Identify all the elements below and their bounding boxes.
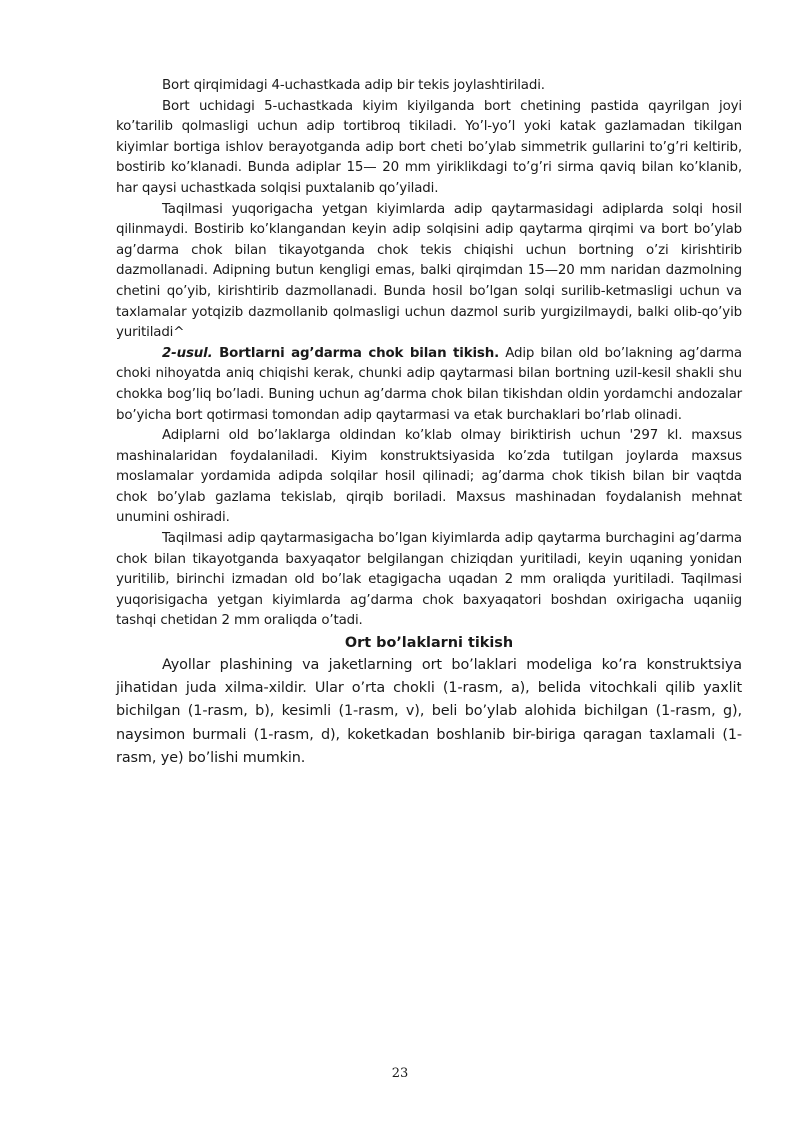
paragraph-taqilmasi-yuqorigacha: Taqilmasi yuqorigacha yetgan kiyimlarda adip qaytarmasidagi adiplarda solqi hosil qilinmaydi. Bostirib ko’klangandan keyin adip solqisini adip qaytarma qirqimi va bort bo’ylab ag’darma chok bilan tikayotganda chok tekis chiqishi uchun bortning o’zi kirishtirib dazmollanadi. Adipning butun kengligi emas, balki qirqimdan 15—20 mm naridan dazmolning chetini qo’yib, kirishtirib dazmollanadi. Bunda hosil bo’lgan solqi surilib-ketmasligi uchun va taxlamalar yotqizib dazmollanib qolmasligi uchun dazmol surib yurgizilmaydi, balki olib-qo’yib yuritiladi^ — [116, 201, 742, 341]
page-number: 23 — [391, 1066, 409, 1081]
paragraph-method-2 — [116, 344, 742, 426]
paragraph-bort-section-5: Bort uchidagi 5-uchastkada kiyim kiyilganda bort chetining pastida qayrilgan joyi ko’tarilib qolmasligi uchun adip tortibroq tikiladi. Yo’l-yo’l yoki katak gazlamadan tikilgan kiyimlar bortiga ishlov berayotganda adip bort cheti bo’ylab simmetrik gullarini to’g’ri keltirib, bostirib ko’klanadi. Bunda adiplar 15— 20 mm yiriklikdagi to’g’ri sirma qaviq bilan ko’klanib, har qaysi uchastkada solqisi puxtalanib qo’yiladi. — [116, 98, 742, 196]
method-2-label: 2-usul. — [162, 345, 213, 361]
paragraph-bort-section-4: Bort qirqimidagi 4-uchastkada adip bir tekis joylashtiriladi. — [162, 78, 545, 93]
method-2-title: Bortlarni ag’darma chok bilan tikish. — [212, 345, 500, 361]
document-page — [116, 76, 742, 770]
paragraph-adip-qaytarmasi: Taqilmasi adip qaytarmasigacha bo’lgan kiyimlarda adip qaytarma burchagini ag’darma chok bilan tikayotganda baxyaqator belgilangan chiziqdan yuritiladi, keyin uqaning yonidan yuritilib, birinchi izmadan old bo’lak etagigacha uqadan 2 mm oraliqda yuritiladi. Taqilmasi yuqorisigacha yetgan kiyimlarda ag’darma chok baxyaqatori boshdan oxirigacha uqaniig tashqi chetidan 2 mm oraliqda o’tadi. — [116, 531, 742, 629]
method-2-text: Adip bilan old bo’lakning ag’darma choki nihoyatda aniq chiqishi kerak, chunki adip qaytarmasi bilan bortning uzil-kesil shakli shu chokka bog’liq bo’ladi. Buning uchun ag’darma chok bilan tikishdan oldin yordamchi andozalar bo’yicha bort qotirmasi tomondan adip qaytarmasi va etak burchaklari bo’rlab olinadi. — [116, 345, 742, 423]
section-heading: Ort bo’laklarni tikish — [344, 635, 514, 652]
paragraph-special-machines: Adiplarni old bo’laklarga oldindan ko’klab olmay biriktirish uchun '297 kl. maxsus mashinalaridan foydalaniladi. Kiyim konstruktsiyasida ko’zda tutilgan joylarda maxsus moslamalar yordamida adipda solqilar hosil qilinadi; ag’darma chok tikish bilan bir vaqtda chok bo’ylab gazlama tekislab, qirqib boriladi. Maxsus mashinadan foydalanish mehnat unumini oshiradi. — [116, 428, 742, 526]
paragraph-ort-bolaklar: Ayollar plashining va jaketlarning ort bo’laklari modeliga ko’ra konstruktsiya jihatidan juda xilma-xildir. Ular o’rta chokli (1-rasm, a), belida vitochkali qilib yaxlit bichilgan (1-rasm, b), kesimli (1-rasm, v), beli bo’ylab alohida bichilgan (1-rasm, g), naysimon burmali (1-rasm, d), koketkadan boshlanib bir-biriga qaragan taxlamali (1-rasm, ye) bo’lishi mumkin. — [116, 657, 742, 766]
